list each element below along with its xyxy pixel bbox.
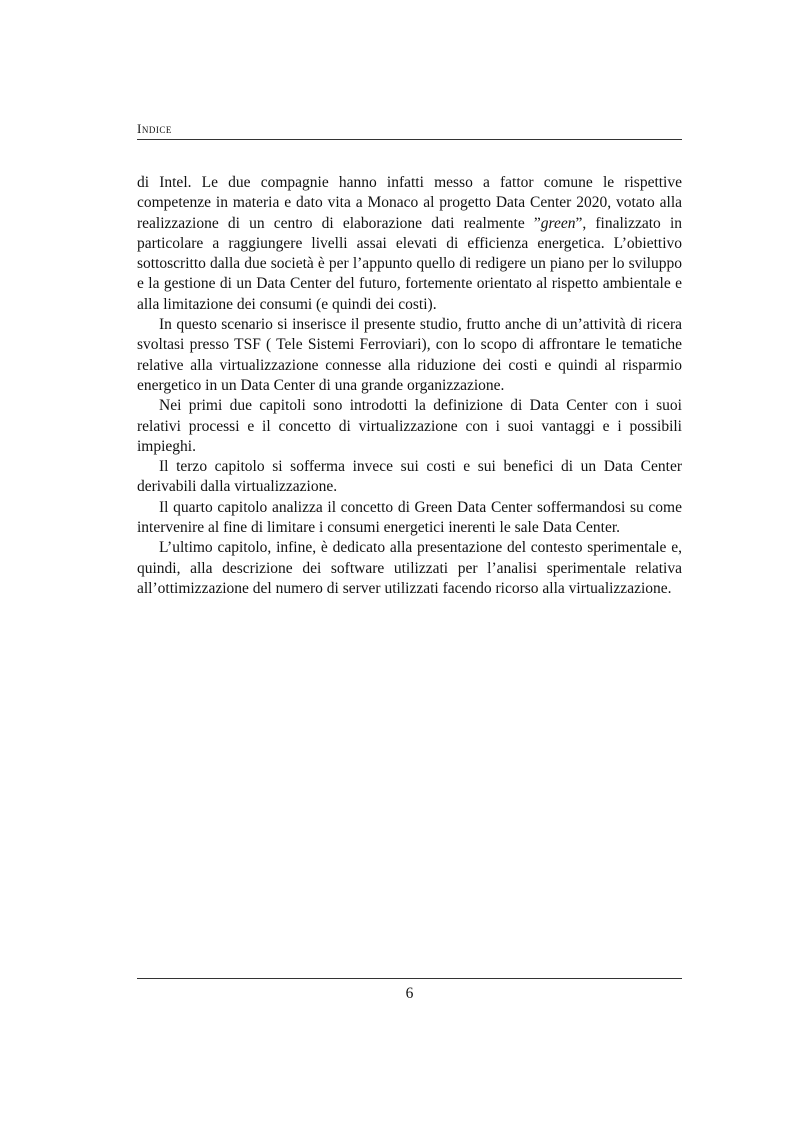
footer-rule [137, 978, 682, 979]
paragraph-3: Nei primi due capitoli sono introdotti la definizione di Data Center con i suoi relativi processi e il concetto di virtualizzazione con i suoi vantaggi e i possibili impieghi. [137, 397, 682, 455]
paragraph-6: L’ultimo capitolo, infine, è dedicato alla presentazione del contesto sperimentale e, quindi, alla descrizione dei software utilizzati per l’analisi sperimentale relativa all’ottimizzazione del numero di server utilizzati facendo ricorso alla virtualizzazione. [137, 539, 682, 597]
paragraph-1-emphasis: green [540, 214, 576, 232]
paragraph-1-before: di Intel. Le due compagnie hanno infatti messo a fattor comune le rispettive competenze in materia e dato vita a Monaco al progetto Data Center 2020, votato alla realizzazione di un centro di elaborazione dati realmente ” [137, 174, 682, 232]
running-header-title: Indice [137, 121, 172, 136]
paragraph-1 [137, 173, 682, 315]
page-number: 6 [405, 985, 414, 1002]
paragraph-1-after: ”, finalizzato in particolare a raggiungere livelli assai elevati di efficienza energetica. L’obiettivo sottoscritto dalla due società è per l’appunto quello di redigere un piano per lo sviluppo e la gestione di un Data Center del futuro, fortemente orientato al rispetto ambientale e alla limitazione dei consumi (e quindi dei costi). [137, 214, 683, 313]
body-text [137, 173, 682, 599]
paragraph-4: Il terzo capitolo si sofferma invece sui costi e sui benefici di un Data Center derivabili dalla virtualizzazione. [137, 458, 682, 496]
header-rule [137, 139, 682, 140]
paragraph-2: In questo scenario si inserisce il presente studio, frutto anche di un’attività di ricera svoltasi presso TSF ( Tele Sistemi Ferroviari), con lo scopo di affrontare le tematiche relative alla virtualizzazione connesse alla riduzione dei costi e quindi al risparmio energetico in un Data Center di una grande organizzazione. [137, 316, 682, 394]
paragraph-5: Il quarto capitolo analizza il concetto di Green Data Center soffermandosi su come intervenire al fine di limitare i consumi energetici inerenti le sale Data Center. [137, 498, 682, 537]
